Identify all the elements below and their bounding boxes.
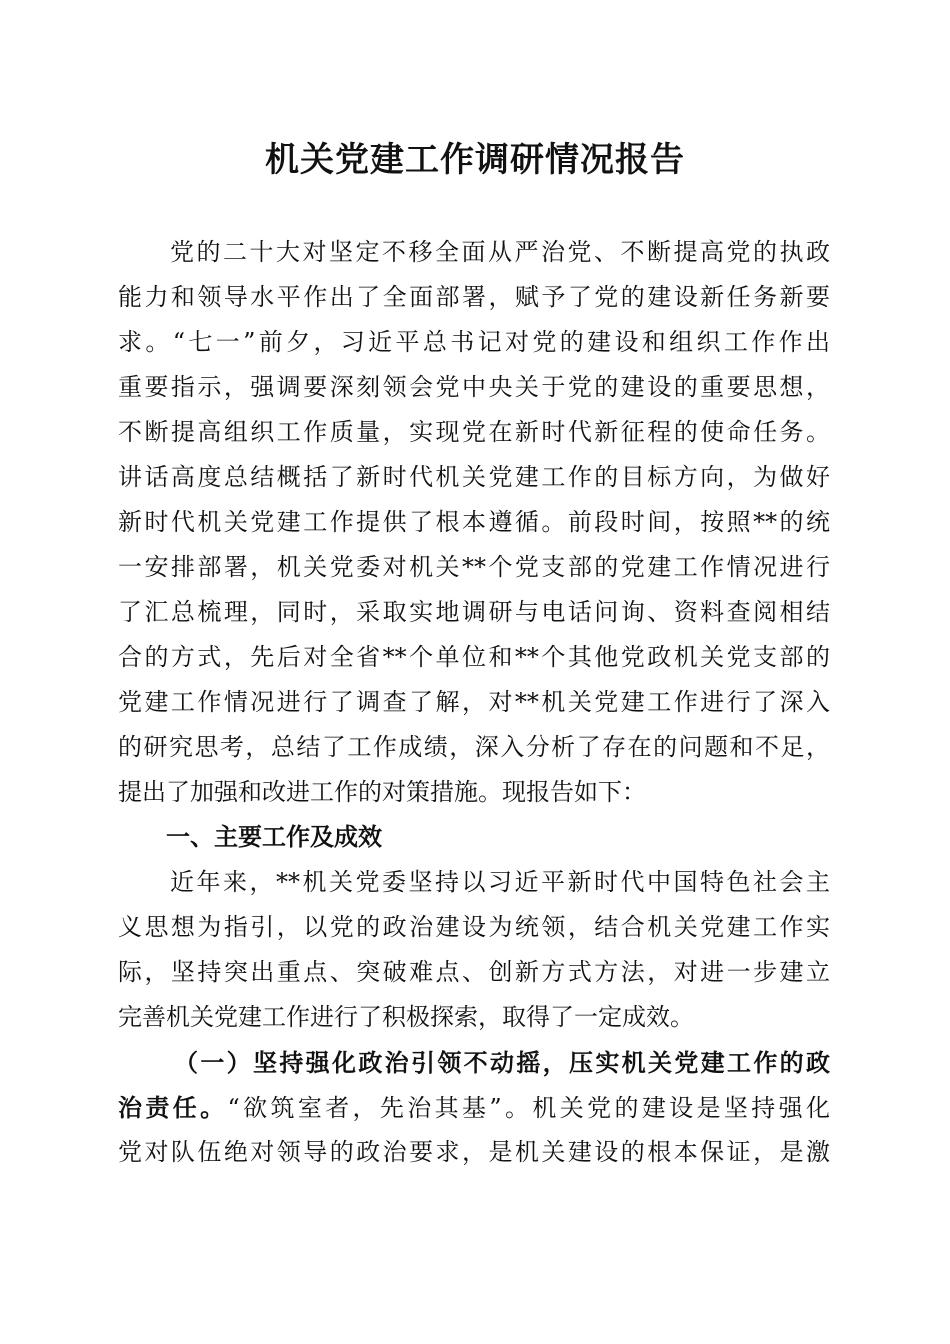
paragraph-text: “欲筑室者，先治其基”。机关党的建设是坚持强化 [227, 1094, 831, 1122]
paragraph-line: 提出了加强和改进工作的对策措施。现报告如下： [118, 778, 646, 806]
paragraph-line: 讲话高度总结概括了新时代机关党建工作的目标方向，为做好 [118, 463, 830, 491]
paragraph-line: 的研究思考，总结了工作成绩，深入分析了存在的问题和不足， [118, 733, 830, 761]
paragraph-line: 党对队伍绝对领导的政治要求，是机关建设的根本保证，是激 [118, 1138, 830, 1166]
subsection-heading: （一）坚持强化政治引领不动摇，压实机关党建工作的政 [174, 1048, 830, 1077]
paragraph-line: 能力和领导水平作出了全面部署，赋予了党的建设新任务新要 [118, 283, 830, 311]
document-body [118, 230, 830, 1175]
subsection-heading-end: 治责任。 [118, 1093, 228, 1122]
paragraph-line: 新时代机关党建工作提供了根本遵循。前段时间，按照**的统 [118, 508, 830, 536]
paragraph-line: 重要指示，强调要深刻领会党中央关于党的建设的重要思想， [118, 373, 830, 401]
paragraph-line: 际，坚持突出重点、突破难点、创新方式方法，对进一步建立 [118, 958, 830, 986]
paragraph-line: 不断提高组织工作质量，实现党在新时代新征程的使命任务。 [118, 418, 830, 446]
paragraph-line: 完善机关党建工作进行了积极探索，取得了一定成效。 [118, 1003, 694, 1031]
paragraph-line: 求。“七一”前夕，习近平总书记对党的建设和组织工作作出 [118, 328, 830, 356]
paragraph-line: 近年来，**机关党委坚持以习近平新时代中国特色社会主 [170, 868, 830, 896]
document-title: 机关党建工作调研情况报告 [265, 140, 685, 180]
paragraph-line: 一安排部署，机关党委对机关**个党支部的党建工作情况进行 [118, 553, 830, 581]
paragraph-line: 党建工作情况进行了调查了解，对**机关党建工作进行了深入 [118, 688, 830, 716]
section-heading: 一、主要工作及成效 [166, 823, 382, 851]
paragraph-line: 党的二十大对坚定不移全面从严治党、不断提高党的执政 [170, 238, 830, 266]
paragraph-line: 合的方式，先后对全省**个单位和**个其他党政机关党支部的 [118, 643, 830, 671]
paragraph-line: 义思想为指引，以党的政治建设为统领，结合机关党建工作实 [118, 913, 830, 941]
paragraph-line-mixed [118, 1085, 830, 1130]
paragraph-line: 了汇总梳理，同时，采取实地调研与电话问询、资料查阅相结 [118, 598, 830, 626]
